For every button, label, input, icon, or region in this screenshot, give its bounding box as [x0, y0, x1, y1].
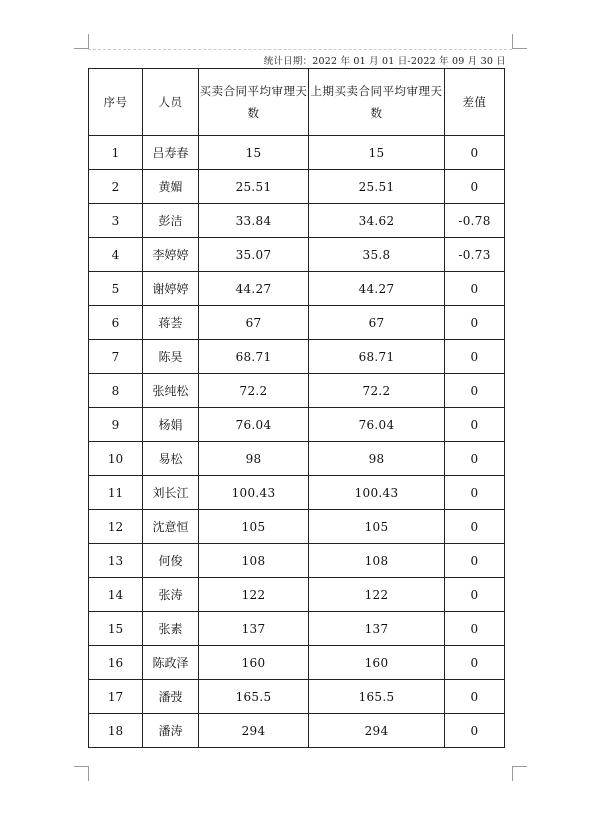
cell-prev-avg-days: 98	[309, 442, 445, 476]
cell-avg-days: 33.84	[199, 204, 309, 238]
table-row	[89, 612, 505, 646]
table-row	[89, 204, 505, 238]
cell-seq: 15	[89, 612, 143, 646]
header-seq: 序号	[89, 69, 143, 136]
cell-diff: 0	[445, 646, 505, 680]
cell-avg-days: 98	[199, 442, 309, 476]
cell-avg-days: 67	[199, 306, 309, 340]
cell-diff: 0	[445, 374, 505, 408]
cell-prev-avg-days: 67	[309, 306, 445, 340]
crop-mark-bottom-right	[512, 766, 527, 781]
crop-mark-top-right	[512, 34, 527, 49]
crop-mark-bottom-left	[74, 766, 89, 781]
cell-diff: 0	[445, 272, 505, 306]
table-row	[89, 680, 505, 714]
cell-avg-days: 108	[199, 544, 309, 578]
cell-prev-avg-days: 165.5	[309, 680, 445, 714]
cell-seq: 11	[89, 476, 143, 510]
header-prev-avg-days: 上期买卖合同平均审理天数	[309, 69, 445, 136]
cell-diff: 0	[445, 476, 505, 510]
cell-person: 彭洁	[143, 204, 199, 238]
table-header-row	[89, 69, 505, 136]
crop-mark-top-left	[74, 34, 89, 49]
cell-avg-days: 15	[199, 136, 309, 170]
cell-seq: 14	[89, 578, 143, 612]
cell-prev-avg-days: 68.71	[309, 340, 445, 374]
cell-avg-days: 25.51	[199, 170, 309, 204]
table-row	[89, 238, 505, 272]
cell-diff: 0	[445, 306, 505, 340]
table-row	[89, 510, 505, 544]
cell-person: 陈政泽	[143, 646, 199, 680]
cell-avg-days: 76.04	[199, 408, 309, 442]
table-row	[89, 170, 505, 204]
cell-seq: 9	[89, 408, 143, 442]
table-row	[89, 408, 505, 442]
cell-avg-days: 72.2	[199, 374, 309, 408]
cell-diff: 0	[445, 170, 505, 204]
cell-person: 杨娟	[143, 408, 199, 442]
cell-person: 潘弢	[143, 680, 199, 714]
statistics-table	[88, 68, 505, 748]
cell-seq: 1	[89, 136, 143, 170]
table-row	[89, 544, 505, 578]
table-body	[89, 136, 505, 748]
cell-seq: 17	[89, 680, 143, 714]
cell-prev-avg-days: 105	[309, 510, 445, 544]
cell-prev-avg-days: 34.62	[309, 204, 445, 238]
table-row	[89, 374, 505, 408]
table-row	[89, 646, 505, 680]
page-header-line	[88, 49, 512, 50]
cell-diff: -0.78	[445, 204, 505, 238]
cell-avg-days: 165.5	[199, 680, 309, 714]
table-row	[89, 340, 505, 374]
cell-person: 张纯松	[143, 374, 199, 408]
cell-avg-days: 105	[199, 510, 309, 544]
cell-diff: 0	[445, 340, 505, 374]
cell-person: 陈昊	[143, 340, 199, 374]
cell-seq: 6	[89, 306, 143, 340]
cell-avg-days: 137	[199, 612, 309, 646]
cell-diff: 0	[445, 612, 505, 646]
cell-person: 刘长江	[143, 476, 199, 510]
cell-avg-days: 68.71	[199, 340, 309, 374]
cell-person: 张素	[143, 612, 199, 646]
cell-prev-avg-days: 44.27	[309, 272, 445, 306]
cell-diff: 0	[445, 680, 505, 714]
header-person: 人员	[143, 69, 199, 136]
cell-person: 谢婷婷	[143, 272, 199, 306]
cell-person: 吕寿春	[143, 136, 199, 170]
stat-date-label: 统计日期：2022 年 01 月 01 日-2022 年 09 月 30 日	[263, 56, 506, 67]
header-diff: 差值	[445, 69, 505, 136]
cell-prev-avg-days: 76.04	[309, 408, 445, 442]
cell-prev-avg-days: 108	[309, 544, 445, 578]
cell-person: 何俊	[143, 544, 199, 578]
table-row	[89, 442, 505, 476]
cell-avg-days: 160	[199, 646, 309, 680]
cell-diff: 0	[445, 578, 505, 612]
table-row	[89, 136, 505, 170]
cell-prev-avg-days: 160	[309, 646, 445, 680]
cell-prev-avg-days: 35.8	[309, 238, 445, 272]
cell-person: 沈意恒	[143, 510, 199, 544]
cell-seq: 12	[89, 510, 143, 544]
cell-seq: 7	[89, 340, 143, 374]
cell-seq: 18	[89, 714, 143, 748]
table-row	[89, 714, 505, 748]
cell-seq: 8	[89, 374, 143, 408]
cell-prev-avg-days: 122	[309, 578, 445, 612]
cell-avg-days: 122	[199, 578, 309, 612]
cell-seq: 4	[89, 238, 143, 272]
cell-prev-avg-days: 15	[309, 136, 445, 170]
cell-avg-days: 100.43	[199, 476, 309, 510]
cell-person: 蒋荟	[143, 306, 199, 340]
cell-person: 张涛	[143, 578, 199, 612]
cell-seq: 2	[89, 170, 143, 204]
cell-prev-avg-days: 72.2	[309, 374, 445, 408]
cell-diff: 0	[445, 442, 505, 476]
cell-avg-days: 294	[199, 714, 309, 748]
cell-prev-avg-days: 100.43	[309, 476, 445, 510]
header-avg-days: 买卖合同平均审理天数	[199, 69, 309, 136]
cell-prev-avg-days: 137	[309, 612, 445, 646]
cell-person: 易松	[143, 442, 199, 476]
cell-seq: 5	[89, 272, 143, 306]
cell-diff: 0	[445, 510, 505, 544]
cell-seq: 13	[89, 544, 143, 578]
cell-seq: 3	[89, 204, 143, 238]
cell-diff: 0	[445, 408, 505, 442]
cell-diff: -0.73	[445, 238, 505, 272]
table-row	[89, 578, 505, 612]
cell-person: 黄媚	[143, 170, 199, 204]
cell-person: 李婷婷	[143, 238, 199, 272]
cell-diff: 0	[445, 544, 505, 578]
cell-avg-days: 44.27	[199, 272, 309, 306]
cell-seq: 10	[89, 442, 143, 476]
cell-prev-avg-days: 25.51	[309, 170, 445, 204]
cell-prev-avg-days: 294	[309, 714, 445, 748]
table-row	[89, 476, 505, 510]
cell-person: 潘涛	[143, 714, 199, 748]
table-row	[89, 306, 505, 340]
cell-diff: 0	[445, 136, 505, 170]
cell-diff: 0	[445, 714, 505, 748]
table-row	[89, 272, 505, 306]
cell-avg-days: 35.07	[199, 238, 309, 272]
cell-seq: 16	[89, 646, 143, 680]
